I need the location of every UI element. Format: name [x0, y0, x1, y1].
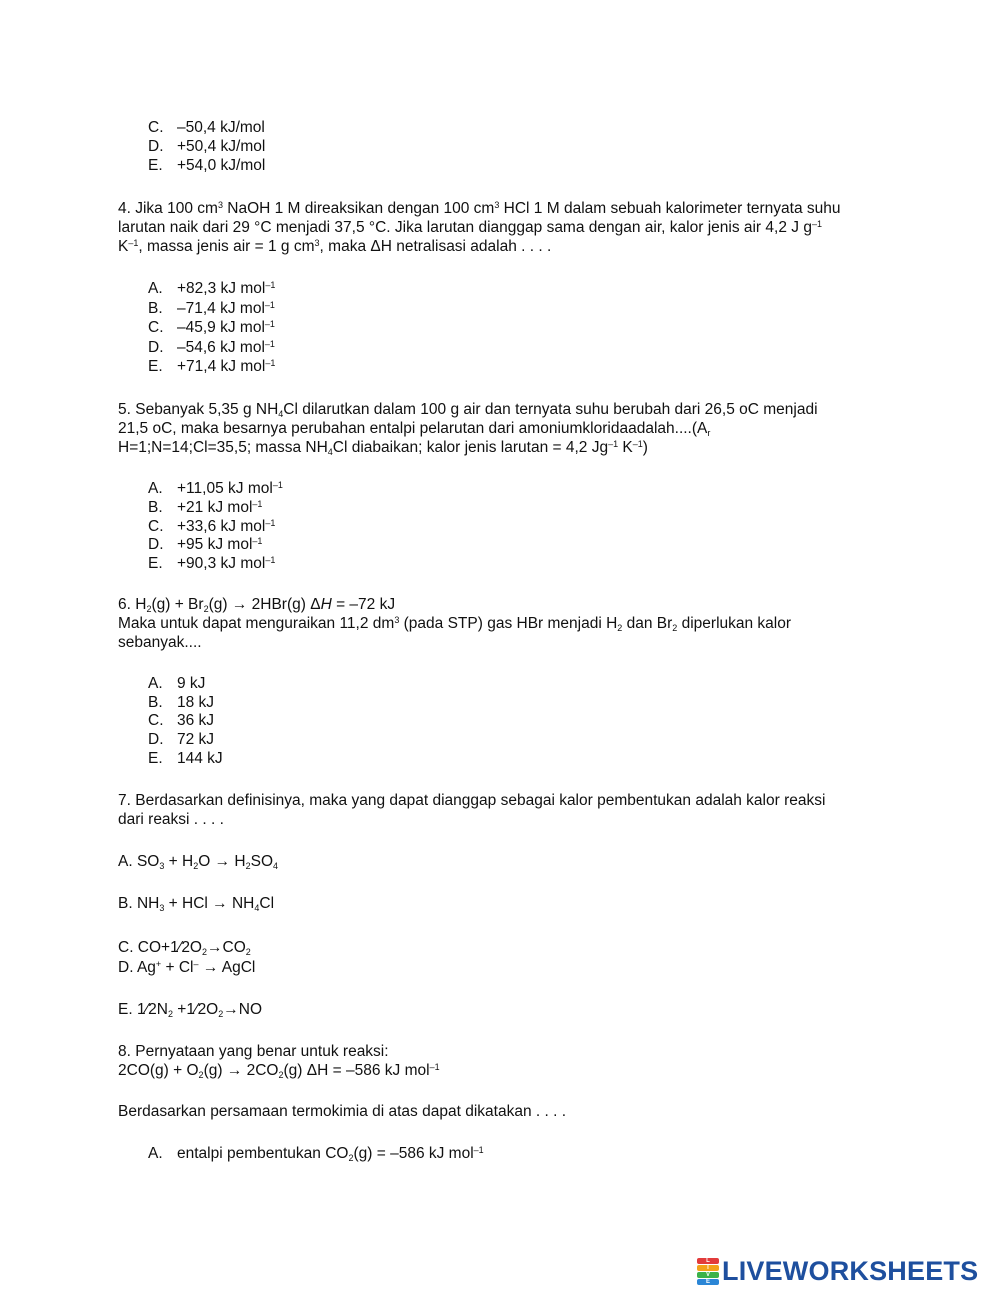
- q6-question-line-2: Maka untuk dapat menguraikan 11,2 $dm^3$ (pada STP) gas HBr menjadi $H_2$ dan $Br_2$ diperlukan kalor: [118, 615, 792, 633]
- q6-option-d: D. 72 kJ: [148, 731, 215, 748]
- q5-question-line-2: 21,5 oC, maka besarnya perubahan entalpi pelarutan dari $amoniumkloridaadalah....(A_r$: [118, 420, 711, 438]
- q4-option-d: D. –54,6 kJ mol$^{-1}$: [148, 339, 275, 356]
- q4-option-a: A. +82,3 kJ mol$^{-1}$: [148, 280, 276, 297]
- q3-option-c: C. –50,4 kJ/mol: [148, 119, 265, 136]
- liveworksheets-logo: [697, 1256, 978, 1286]
- q4-option-e: E. +71,4 kJ mol$^{-1}$: [148, 358, 276, 375]
- q5-option-d: D. +95 kJ mol$^{-1}$: [148, 536, 263, 553]
- q6-option-a: A. 9 kJ: [148, 675, 206, 692]
- q5-option-b: B. +21 kJ mol$^{-1}$: [148, 499, 263, 516]
- logo-block-i: I: [697, 1265, 719, 1271]
- logo-block-e: E: [697, 1279, 719, 1285]
- q6-question-line-1: 6. $H_2(g) + Br_2(g) \to 2HBr(g) \Delta H = -72$ kJ: [118, 596, 396, 614]
- q6-option-c: C. 36 kJ: [148, 712, 215, 729]
- q7-option-b: B. $NH_3$ + HCl → $NH_4Cl$: [118, 895, 275, 913]
- q5-question-line-1: 5. Sebanyak 5,35 g $NH_4Cl$ dilarutkan dalam 100 g air dan ternyata suhu berubah dari 26,5 oC menjadi: [118, 401, 818, 419]
- q6-option-b: B. 18 kJ: [148, 694, 215, 711]
- q4-question-line-3: $K^{-1}$, massa jenis air = 1 g $cm^3$, maka ΔH netralisasi adalah . . . .: [118, 238, 552, 255]
- logo-block-v: V: [697, 1272, 719, 1278]
- q4-question-line-1: 4. Jika 100 $cm^3$ NaOH 1 M direaksikan dengan 100 $cm^3$ HCl 1 M dalam sebuah kalorimeter ternyata suhu: [118, 200, 841, 217]
- q3-option-d: D. +50,4 kJ/mol: [148, 138, 266, 155]
- q8-question-line-3: Berdasarkan persamaan termokimia di atas dapat dikatakan . . . .: [118, 1103, 567, 1120]
- brand-name: LIVEWORKSHEETS: [722, 1255, 979, 1286]
- q5-option-a: A. +11,05 kJ mol$^{-1}$: [148, 480, 283, 497]
- liveworksheets-mark-icon: [697, 1258, 719, 1284]
- q7-question-line-1: 7. Berdasarkan definisinya, maka yang dapat dianggap sebagai kalor pembentukan adalah kalor reaksi: [118, 792, 826, 809]
- q6-option-e: E. 144 kJ: [148, 750, 223, 767]
- q7-option-e: E. $1⁄2N_2$ $+1⁄2O_2\to NO$: [118, 1001, 263, 1019]
- q7-question-line-2: dari reaksi . . . .: [118, 811, 224, 828]
- q4-question-line-2: larutan naik dari 29 °C menjadi 37,5 °C. Jika larutan dianggap sama dengan air, kalor jenis air 4,2 J $g^{-1}$: [118, 219, 822, 236]
- q5-question-line-3: H=1;N=14;Cl=35,5; massa $NH_4Cl$ diabaikan; kalor jenis larutan = 4,2 $Jg^{-1}$ $K^{-1}$): [118, 439, 648, 457]
- logo-block-l: L: [697, 1258, 719, 1264]
- q8-question-line-2: $2CO(g) + O_2(g) \to 2CO_2(g) \Delta H = -586$ kJ mol$^{-1}$: [118, 1062, 440, 1080]
- q7-option-d: D. Ag+ + Cl– → AgCl: [118, 959, 256, 976]
- q7-option-a: A. $SO_3 + H_2O \to H_2SO_4$: [118, 853, 279, 871]
- q5-option-c: C. +33,6 kJ mol$^{-1}$: [148, 518, 276, 535]
- q3-option-e: E. +54,0 kJ/mol: [148, 157, 266, 174]
- q4-option-c: C. –45,9 kJ mol$^{-1}$: [148, 319, 275, 336]
- q6-question-line-3: sebanyak....: [118, 634, 202, 651]
- q7-option-c: C. $CO+1⁄2O_2\to CO_2$: [118, 939, 251, 957]
- q8-question-line-1: 8. Pernyataan yang benar untuk reaksi:: [118, 1043, 389, 1060]
- q4-option-b: B. –71,4 kJ mol$^{-1}$: [148, 300, 275, 317]
- q8-option-a: A. entalpi pembentukan $CO_2(g) = -586$ kJ mol$^{-1}$: [148, 1145, 484, 1163]
- q5-option-e: E. +90,3 kJ mol$^{-1}$: [148, 555, 276, 572]
